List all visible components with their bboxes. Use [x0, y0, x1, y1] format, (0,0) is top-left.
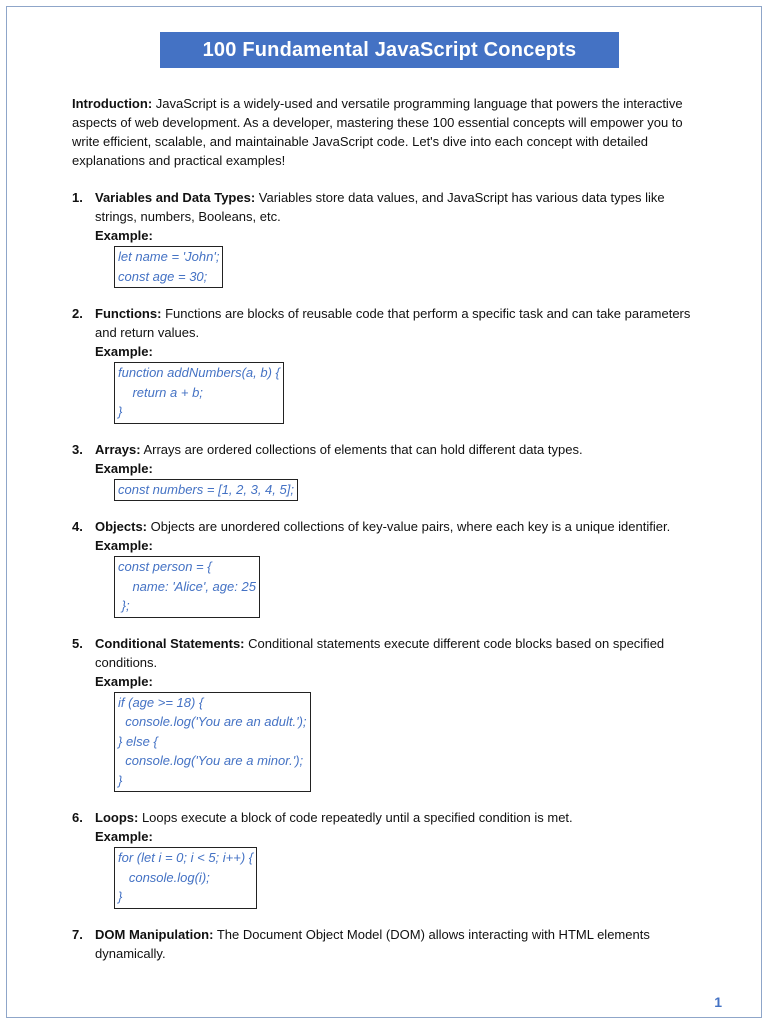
concept-item: [72, 634, 700, 793]
concept-body: [95, 925, 700, 963]
code-line: const person = {: [118, 559, 212, 574]
concept-number: 1.: [72, 190, 83, 205]
concept-item: [72, 440, 700, 502]
concept-name: Conditional Statements:: [95, 635, 245, 651]
concept-item: [72, 808, 700, 909]
code-example: [114, 847, 257, 909]
concept-name: Functions:: [95, 306, 162, 321]
code-line: function addNumbers(a, b) {: [118, 365, 280, 380]
example-label: Example:: [95, 344, 153, 359]
concept-item: [72, 925, 700, 963]
code-example: [114, 479, 298, 502]
intro-paragraph: [72, 94, 700, 170]
code-example: [114, 692, 311, 793]
concept-body: [95, 304, 700, 424]
concept-body: [95, 440, 700, 502]
code-line: }: [118, 772, 123, 788]
code-line: }: [118, 889, 123, 904]
example-label: Example:: [95, 228, 153, 243]
concept-number: 5.: [72, 635, 83, 651]
concept-body: [95, 808, 700, 909]
code-example: [114, 362, 284, 424]
concept-number: 7.: [72, 926, 83, 942]
code-line: if (age >= 18) {: [118, 694, 204, 710]
concept-description: Loops execute a block of code repeatedly until a specified condition is met.: [141, 810, 573, 825]
code-line: } else {: [118, 733, 158, 749]
concept-description: The Document Object Model (DOM) allows interacting with HTML elements dynamically.: [95, 926, 650, 961]
document-body: [72, 94, 700, 979]
concept-number: 6.: [72, 810, 83, 825]
page-number: 1: [714, 994, 722, 1010]
title-banner: [160, 32, 619, 68]
code-line: console.log(i);: [118, 869, 210, 885]
code-line: console.log('You are an adult.');: [118, 714, 307, 729]
code-line: };: [118, 598, 130, 613]
code-line: console.log('You are a minor.');: [118, 753, 304, 768]
concept-item: [72, 517, 700, 618]
code-line: }: [118, 404, 123, 419]
concept-body: [95, 188, 700, 288]
concept-name: DOM Manipulation:: [95, 926, 214, 942]
concept-name: Variables and Data Types:: [95, 190, 256, 205]
example-label: Example:: [95, 673, 153, 689]
concept-name: Objects:: [95, 519, 148, 534]
example-label: Example:: [95, 538, 153, 553]
concept-description: Functions are blocks of reusable code that perform a specific task and can take parameters and return values.: [95, 306, 691, 340]
intro-label: Introduction:: [72, 96, 153, 111]
example-label: Example:: [95, 829, 153, 844]
code-line: return a + b;: [118, 384, 203, 400]
concept-list: [72, 188, 700, 963]
code-line: const numbers = [1, 2, 3, 4, 5];: [118, 481, 294, 497]
intro-text: JavaScript is a widely-used and versatile programming language that powers the interactive aspects of web development. As a developer, mastering these 100 essential concepts will empower you to write efficient, scalable, and maintainable JavaScript code. Let's dive into each concept with detailed explanations and practical examples!: [72, 96, 683, 168]
concept-number: 2.: [72, 306, 83, 321]
code-example: [114, 246, 223, 288]
concept-description: Conditional statements execute different code blocks based on specified conditions.: [95, 635, 665, 670]
page-title: 100 Fundamental JavaScript Concepts: [202, 38, 577, 61]
concept-item: [72, 304, 700, 424]
concept-description: Arrays are ordered collections of elements that can hold different data types.: [143, 441, 583, 457]
code-line: name: 'Alice', age: 25: [118, 578, 256, 594]
concept-body: [95, 634, 700, 793]
code-line: for (let i = 0; i < 5; i++) {: [118, 850, 254, 865]
code-example: [114, 556, 260, 618]
example-label: Example:: [95, 460, 153, 476]
concept-description: Objects are unordered collections of key-value pairs, where each key is a unique identifier.: [150, 519, 671, 534]
concept-number: 4.: [72, 519, 83, 534]
concept-description: Variables store data values, and JavaScript has various data types like strings, numbers, Booleans, etc.: [95, 190, 665, 224]
code-line: let name = 'John';: [118, 249, 220, 264]
code-line: const age = 30;: [118, 268, 208, 284]
concept-name: Loops:: [95, 810, 139, 825]
concept-item: [72, 188, 700, 288]
concept-body: [95, 517, 700, 618]
concept-number: 3.: [72, 441, 83, 457]
concept-name: Arrays:: [95, 441, 141, 457]
